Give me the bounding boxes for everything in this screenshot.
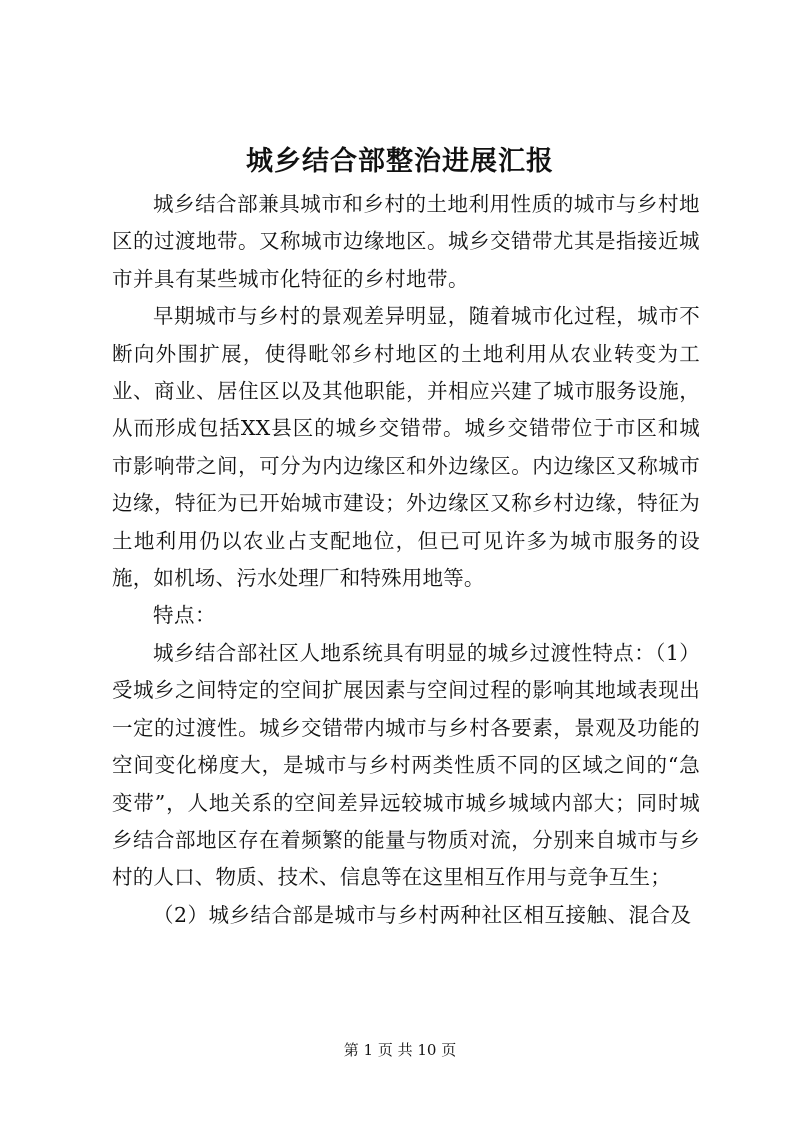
paragraph-history: 早期城市与乡村的景观差异明显，随着城市化过程，城市不断向外围扩展，使得毗邻乡村地区的土地利用从农业转变为工业、商业、居住区以及其他职能，并相应兴建了城市服务设施，从而形成包括XX县区的城乡交错带。城乡交错带位于市区和城市影响带之间，可分为内边缘区和外边缘区。内边缘区又称城市边缘，特征为已开始城市建设；外边缘区又称乡村边缘，特征为土地利用仍以农业占支配地位，但已可见许多为城市服务的设施，如机场、污水处理厂和特殊用地等。 xyxy=(112,304,700,591)
page-number-footer: 第 1 页 共 10 页 xyxy=(343,1041,457,1059)
document-body xyxy=(112,186,700,934)
document-title: 城乡结合部整治进展汇报 xyxy=(246,146,554,177)
paragraph-features-heading: 特点： xyxy=(153,603,216,628)
paragraph-feature-2: （2）城乡结合部是城市与乡村两种社区相互接触、混合及 xyxy=(153,902,692,927)
paragraph-feature-1: 城乡结合部社区人地系统具有明显的城乡过渡性特点：（1）受城乡之间特定的空间扩展因素与空间过程的影响其地域表现出一定的过渡性。城乡交错带内城市与乡村各要素，景观及功能的空间变化梯度大，是城市与乡村两类性质不同的区域之间的“急变带”，人地关系的空间差异远较城市城乡城域内部大；同时城乡结合部地区存在着频繁的能量与物质对流，分别来自城市与乡村的人口、物质、技术、信息等在这里相互作用与竞争互生； xyxy=(112,640,700,890)
paragraph-definition: 城乡结合部兼具城市和乡村的土地利用性质的城市与乡村地区的过渡地带。又称城市边缘地区。城乡交错带尤其是指接近城市并具有某些城市化特征的乡村地带。 xyxy=(112,192,700,291)
